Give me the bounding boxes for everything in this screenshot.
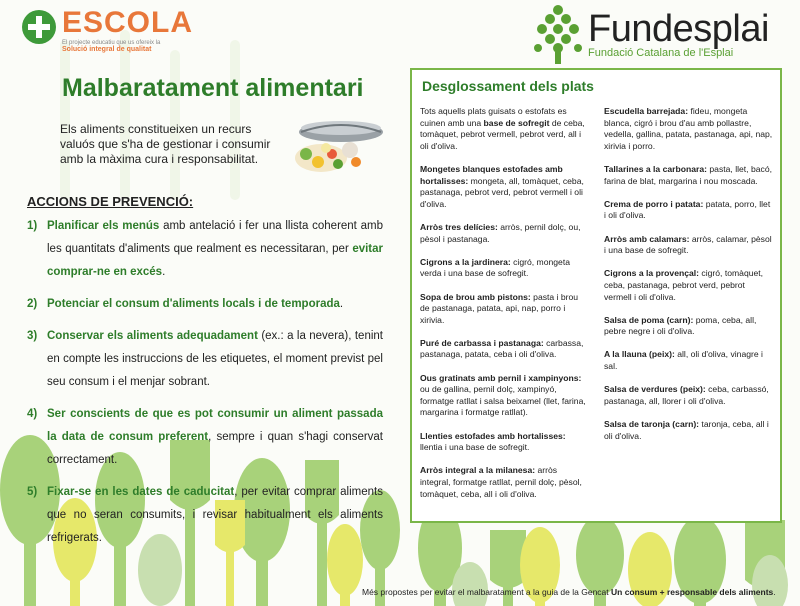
dish-ingredients: cigró, tomàquet, ceba, pastanaga, pebrot verd, pebrot vermell i oli d'oliva.: [604, 268, 764, 302]
dish-name: Sopa de brou amb pistons:: [420, 291, 531, 302]
breakdown-left-column: [420, 106, 590, 512]
dish-name: A la llauna (peix):: [604, 349, 675, 360]
breakdown-right-column: [604, 106, 774, 454]
dish-ingredients: arròs, calamar, pèsol i una base de sofregit.: [604, 233, 772, 256]
dish-entry: [420, 338, 590, 361]
dish-ingredients: fideu, mongeta blanca, cigró i brou d'au amb pollastre, vedella, gallina, patata, pastanaga, api, nap, xirivia i porro.: [604, 106, 773, 151]
action-item: [27, 215, 383, 284]
action-text: .: [339, 298, 344, 310]
escola-logo-tagline-bold: Solució integral de qualitat: [62, 46, 152, 53]
action-text: amb antelació i fer una llista coherent amb les quantitats d'aliments que realment es necessitaran, per: [47, 220, 383, 255]
dish-name: Arròs amb calamars:: [604, 233, 690, 244]
dish-name: Salsa de verdures (peix):: [604, 384, 706, 395]
page-title: Malbaratament alimentari: [62, 74, 364, 102]
dish-entry: [420, 222, 590, 245]
dish-entry: [420, 431, 590, 454]
action-text: , sempre i quan s'hagi conservat correctament.: [47, 431, 384, 466]
dish-ingredients: llentia i una base de sofregit.: [420, 442, 530, 453]
action-item: [27, 293, 383, 316]
action-highlight: Ser conscients de que es pot consumir un aliment passada la data de consum preferent: [47, 408, 383, 443]
actions-list: [27, 215, 383, 559]
dish-entry: [420, 292, 590, 327]
action-item: [27, 481, 383, 550]
fundesplai-logo-subtitle: Fundació Catalana de l'Esplai: [588, 47, 734, 59]
action-highlight: Planificar els menús: [47, 220, 160, 232]
action-number: 1): [27, 220, 38, 232]
dish-name: Mongetes blanques estofades amb hortalisses:: [420, 163, 563, 186]
action-number: 3): [27, 330, 38, 342]
dish-ingredients: mongeta, all, tomàquet, ceba, pastanaga, pebrot verd, pebrot vermell i oli d'oliva.: [420, 175, 584, 209]
dish-entry: [604, 106, 774, 152]
dish-name: Salsa de poma (carn):: [604, 314, 694, 325]
action-item: [27, 403, 383, 472]
dish-name: Salsa de taronja (carn):: [604, 419, 700, 430]
dish-name: Arròs tres delícies:: [420, 221, 498, 232]
escola-logo-name: ESCOLA: [62, 6, 194, 39]
tree-icon: [532, 4, 584, 64]
fundesplai-logo: [532, 4, 769, 64]
dish-ingredients: ceba, carbassó, pastanaga, all, llorer i oli d'oliva.: [604, 384, 769, 406]
action-item: [27, 325, 383, 394]
dish-ingredients: all, oli d'oliva, vinagre i sal.: [604, 349, 763, 372]
dish-ingredients: patata, porro, llet i oli d'oliva.: [604, 198, 771, 221]
dish-ingredients: arròs, pernil dolç, ou, pèsol i pastanaga.: [420, 221, 581, 244]
dish-ingredients: arròs integral, formatge ratllat, pernil dolç, pèsol, tomàquet, ceba, all i oli d'oliva.: [420, 465, 582, 499]
dish-entry: [604, 199, 774, 222]
footer-guide-title: Un consum + responsable dels aliments: [611, 587, 774, 597]
footer-note: Més propostes per evitar el malbaratament a la guia de la Gencat Un consum + responsable dels aliments.: [362, 587, 776, 597]
action-number: 4): [27, 408, 38, 420]
dish-name: Cigrons a la provençal:: [604, 268, 700, 279]
dish-ingredients: pasta i brou de pastanaga, patata, api, nap, porro i xirivia.: [420, 291, 579, 325]
fundesplai-logo-name: Fundesplai: [588, 8, 769, 50]
action-text: , per evitar comprar aliments que no seran consumits, i revisar habitualment els aliments refrigerats.: [47, 486, 383, 544]
dish-name: Escudella barrejada:: [604, 106, 689, 116]
escola-logo: [22, 8, 193, 53]
dish-entry: [420, 164, 590, 210]
dish-name: Arròs integral a la milanesa:: [420, 465, 536, 476]
dish-ingredients: ou de gallina, pernil dolç, xampinyó, formatge ratllat i salsa beixamel (llet, farina, margarina i formatge ratllat).: [420, 384, 586, 418]
actions-title: ACCIONS DE PREVENCIÓ:: [27, 194, 194, 209]
dish-name: Llenties estofades amb hortalisses:: [420, 430, 566, 441]
breakdown-title: Desglossament dels plats: [422, 78, 594, 94]
dish-ingredients: cigró, mongeta verda i una base de sofregit.: [420, 256, 570, 279]
breakdown-box: [410, 68, 782, 523]
action-text: (ex.: a la nevera), tenint en compte les instruccions de les etiquetes, el moment previst pel seu consum i el menjar sobrant.: [47, 330, 383, 388]
dish-name: Tallarines a la carbonara:: [604, 163, 708, 174]
dish-ingredients: pasta, llet, bacó, farina de blat, margarina i nou moscada.: [604, 163, 772, 186]
intro-text: Els aliments constitueixen un recurs valuós que s'ha de gestionar i consumir amb la màxima cura i responsabilitat.: [60, 122, 271, 166]
dish-name: Puré de carbassa i pastanaga:: [420, 337, 544, 348]
action-number: 5): [27, 486, 38, 498]
dish-name: Cigrons a la jardinera:: [420, 256, 511, 267]
action-highlight: Fixar-se en les dates de caducitat: [47, 486, 235, 498]
dish-ingredients: poma, ceba, all, pebre negre i oli d'oliva.: [604, 314, 757, 337]
dish-entry: [604, 384, 774, 407]
dish-entry: [420, 373, 590, 419]
dish-entry: [604, 349, 774, 372]
dish-entry: [420, 257, 590, 280]
dish-entry: [604, 315, 774, 338]
dish-entry: [604, 268, 774, 303]
action-highlight: evitar comprar-ne en excés: [47, 243, 383, 278]
dish-name: Ous gratinats amb pernil i xampinyons:: [420, 372, 582, 383]
dish-ingredients: taronja, ceba, all i oli d'oliva.: [604, 419, 769, 441]
action-text: .: [162, 266, 166, 278]
footer-text: Més propostes per evitar el malbaratament a la guia de la Gencat: [362, 587, 611, 597]
plus-icon: [22, 10, 56, 44]
dish-entry: [420, 465, 590, 500]
action-highlight: Potenciar el consum d'aliments locals i de temporada: [47, 298, 340, 310]
dish-entry: Tots aquells plats guisats o estofats es cuinen amb una base de sofregit de ceba, tomàquet, pebrot vermell, pebrot verd, all i oli d'oliva.: [420, 106, 585, 151]
dish-entry: [604, 419, 774, 442]
dish-entry: [604, 234, 774, 257]
escola-logo-tagline: El projecte educatiu que us ofereix la: [62, 40, 161, 46]
action-highlight: Conservar els aliments adequadament: [47, 330, 258, 342]
dish-entry: [604, 164, 774, 187]
dish-ingredients: carbassa, pastanaga, patata, ceba i oli d'oliva.: [420, 337, 584, 360]
food-illustration: [286, 110, 386, 180]
action-number: 2): [27, 298, 38, 310]
dish-name: Crema de porro i patata:: [604, 198, 704, 209]
